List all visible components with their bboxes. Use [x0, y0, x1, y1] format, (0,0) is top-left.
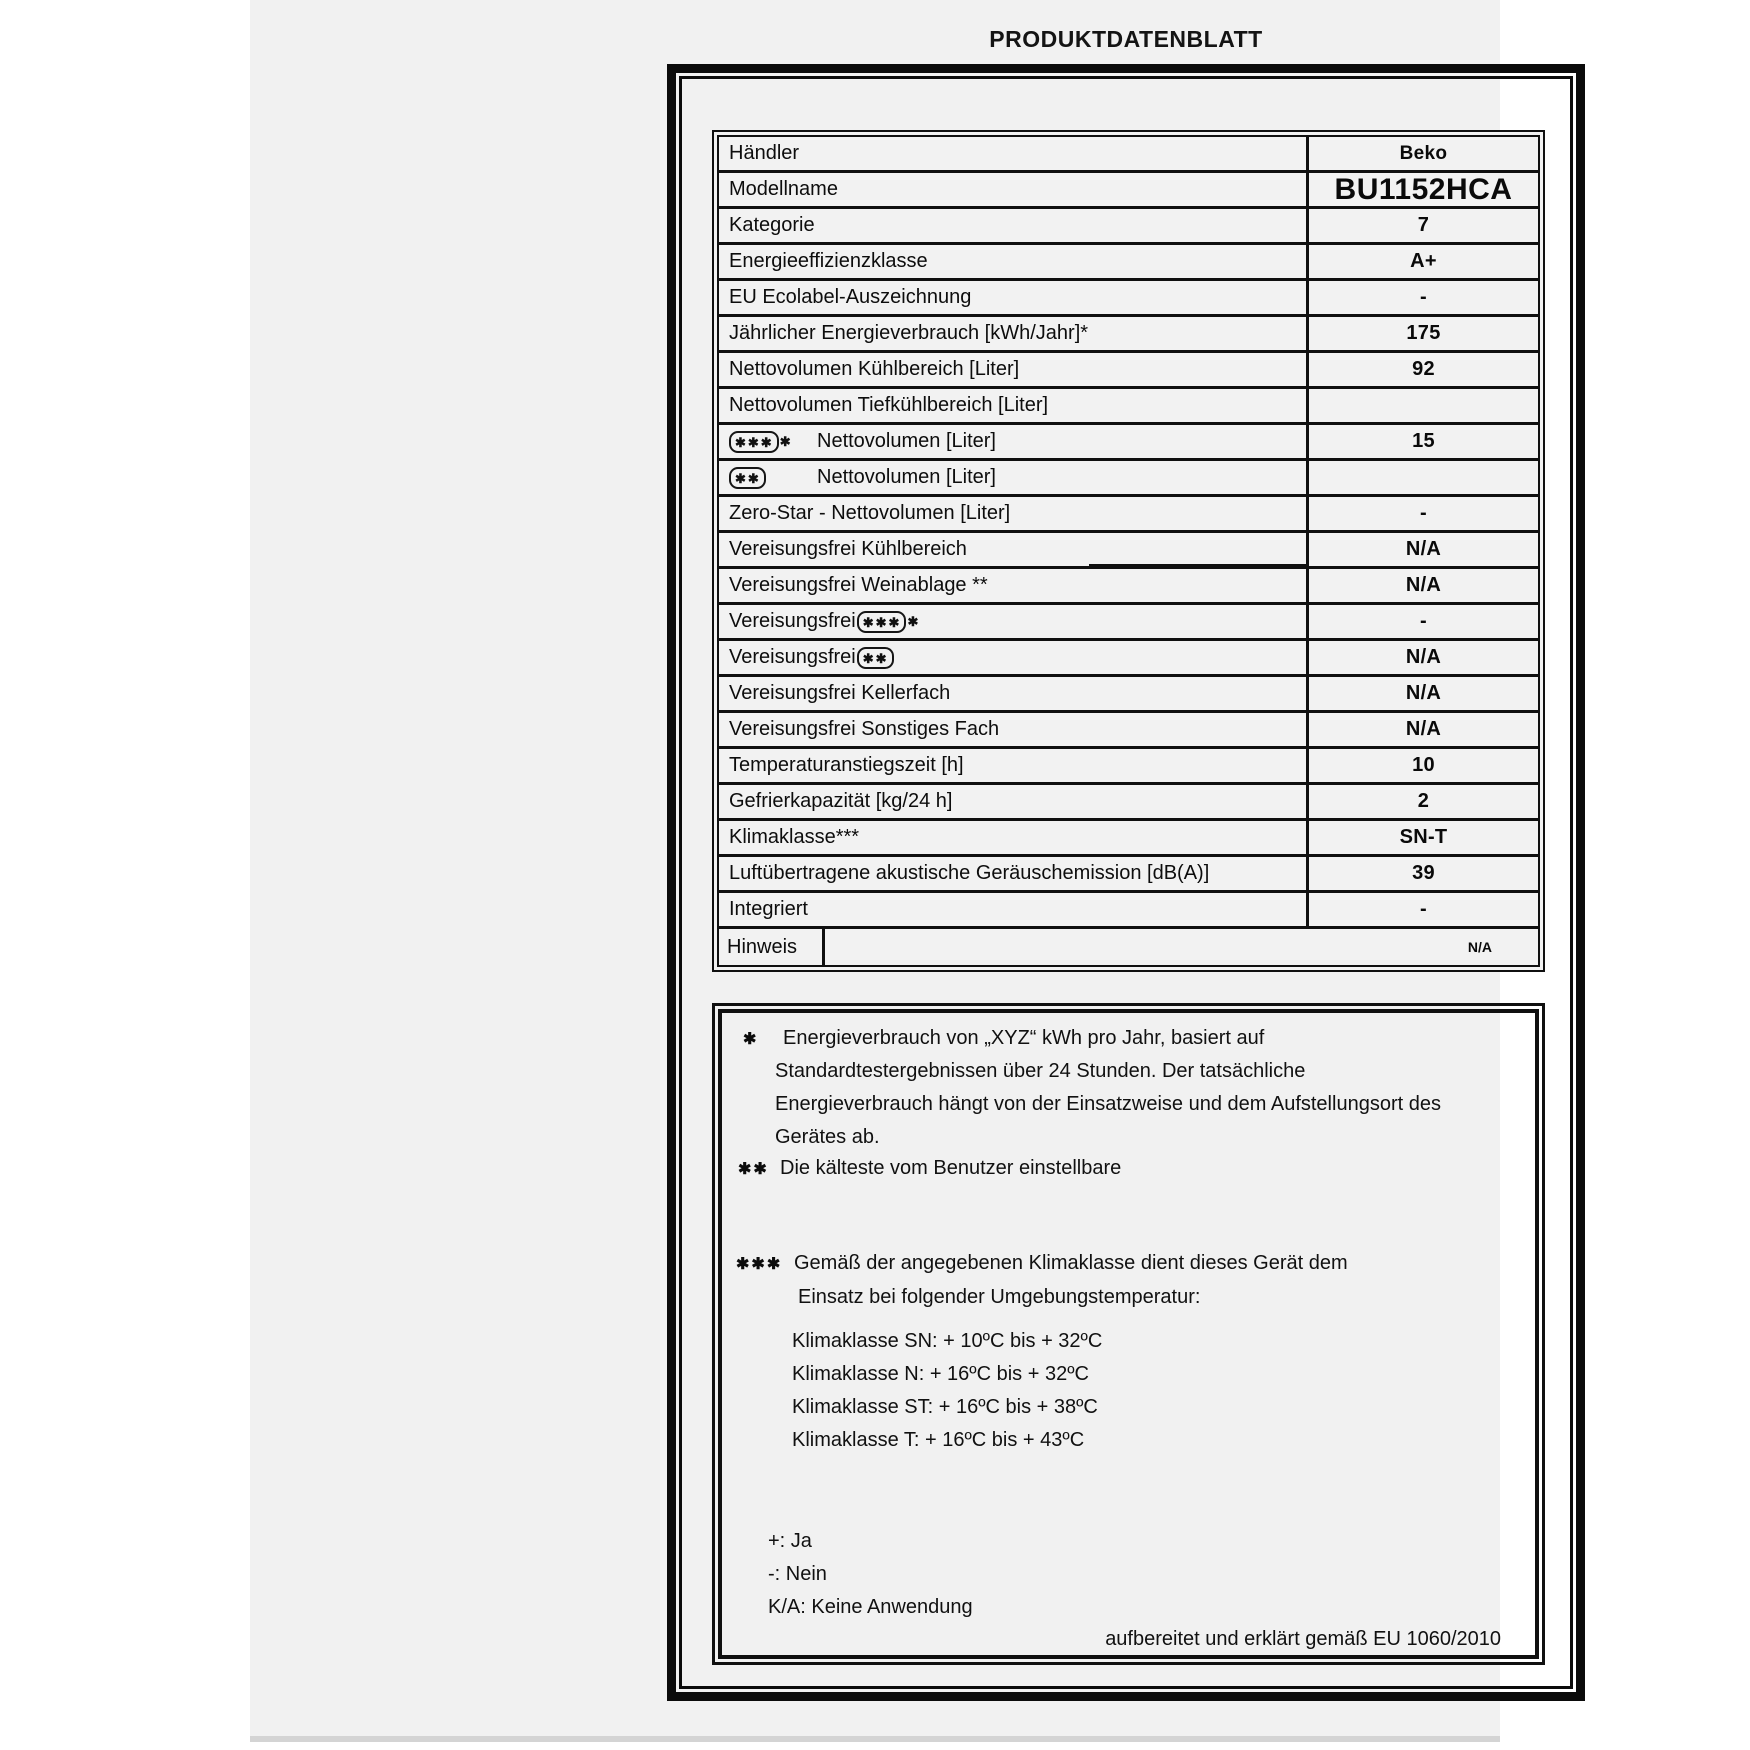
double-asterisk-marker-icon: ✱✱	[738, 1161, 769, 1178]
row-label-text: Nettovolumen [Liter]	[817, 466, 996, 488]
row-value: SN-T	[1399, 826, 1448, 848]
row-label: EU Ecolabel-Auszeichnung	[719, 281, 1309, 314]
legend-na: K/A: Keine Anwendung	[768, 1596, 973, 1618]
asterisk-marker-icon: ✱	[743, 1031, 759, 1048]
page-title: PRODUKTDATENBLATT	[989, 26, 1263, 52]
row-value: 2	[1417, 790, 1430, 812]
row-label	[719, 425, 1309, 458]
row-value: -	[1420, 502, 1427, 524]
footnote-climate-line: Einsatz bei folgender Umgebungstemperatur:	[798, 1286, 1201, 1308]
row-label: Nettovolumen Kühlbereich [Liter]	[719, 353, 1309, 386]
row-label: Zero-Star - Nettovolumen [Liter]	[719, 497, 1309, 530]
row-label: Nettovolumen Tiefkühlbereich [Liter]	[719, 389, 1309, 422]
row-label-text: Vereisungsfrei	[729, 610, 856, 632]
star-icon: ✱	[779, 434, 791, 449]
table-row	[719, 605, 1538, 641]
footnote-coldest-line: Die kälteste vom Benutzer einstellbare	[780, 1157, 1122, 1179]
table-row	[719, 245, 1538, 281]
table-row	[719, 569, 1538, 605]
row-value	[1309, 389, 1538, 422]
footnote-climate-line: Gemäß der angegebenen Klimaklasse dient dieses Gerät dem	[794, 1252, 1348, 1274]
table-row	[719, 893, 1538, 929]
table-row	[719, 461, 1538, 497]
footnotes-body	[718, 1009, 1539, 1659]
row-label: Temperaturanstiegszeit [h]	[719, 749, 1309, 782]
table-row	[719, 821, 1538, 857]
row-value: 175	[1406, 322, 1441, 344]
row-label	[719, 605, 1309, 638]
row-label: Vereisungsfrei Kühlbereich	[719, 533, 1309, 566]
table-row	[719, 317, 1538, 353]
table-row	[719, 857, 1538, 893]
row-label: Kategorie	[719, 209, 1309, 242]
footnotes-box	[712, 1003, 1545, 1665]
table-row	[719, 641, 1538, 677]
row-label	[719, 641, 1309, 674]
row-value: N/A	[1405, 574, 1442, 596]
row-value: 7	[1417, 214, 1430, 236]
table-row	[719, 137, 1538, 173]
row-value: N/A	[1405, 538, 1442, 560]
climate-class-n: Klimaklasse N: + 16ºC bis + 32ºC	[792, 1363, 1089, 1385]
star-icons: ✱✱	[862, 650, 889, 666]
row-label: Modellname	[719, 173, 1309, 206]
row-label: Händler	[719, 137, 1309, 170]
climate-class-st: Klimaklasse ST: + 16ºC bis + 38ºC	[792, 1396, 1098, 1418]
document-page	[250, 0, 1513, 1742]
row-value: 15	[1412, 430, 1435, 452]
table-row	[719, 497, 1538, 533]
row-value: A+	[1410, 250, 1437, 272]
row-value: N/A	[1405, 718, 1442, 740]
row-label: Integriert	[719, 893, 1309, 926]
row-label	[719, 461, 1309, 494]
row-value: 92	[1412, 358, 1435, 380]
row-value: N/A	[1467, 939, 1492, 955]
table-row	[719, 785, 1538, 821]
climate-class-t: Klimaklasse T: + 16ºC bis + 43ºC	[792, 1429, 1085, 1451]
footnote-energy-line: Gerätes ab.	[775, 1126, 880, 1148]
legend-yes: +: Ja	[768, 1530, 812, 1552]
star-icons: ✱✱	[735, 470, 761, 486]
legend-no: -: Nein	[768, 1563, 827, 1585]
row-value: BU1152HCA	[1334, 172, 1513, 206]
row-label: Klimaklasse***	[719, 821, 1309, 854]
table-row	[719, 425, 1538, 461]
row-value: -	[1420, 898, 1427, 920]
table-row	[719, 281, 1538, 317]
climate-class-sn: Klimaklasse SN: + 10ºC bis + 32ºC	[792, 1330, 1103, 1352]
table-row	[719, 209, 1538, 245]
row-value: 10	[1412, 754, 1435, 776]
row-value: Beko	[1399, 142, 1448, 164]
row-label: Energieeffizienzklasse	[719, 245, 1309, 278]
three-star-freezer-icon	[857, 611, 907, 633]
footnote-energy-line: Energieverbrauch von „XYZ“ kWh pro Jahr, basiert auf	[783, 1027, 1265, 1049]
table-row-hinweis	[719, 929, 1538, 965]
row-label: Luftübertragene akustische Geräuschemission [dB(A)]	[719, 857, 1309, 890]
footnote-energy-line: Energieverbrauch hängt von der Einsatzweise und dem Aufstellungsort des	[775, 1093, 1441, 1115]
row-value: -	[1420, 610, 1427, 632]
row-value: -	[1420, 286, 1427, 308]
table-row	[719, 533, 1538, 569]
two-star-freezer-icon	[729, 467, 766, 489]
table-row	[719, 713, 1538, 749]
row-value: N/A	[1405, 682, 1442, 704]
spec-table	[712, 130, 1545, 972]
row-label: Vereisungsfrei Sonstiges Fach	[719, 713, 1309, 746]
row-label-text: Nettovolumen [Liter]	[817, 430, 996, 452]
table-row	[719, 389, 1538, 425]
triple-asterisk-marker-icon: ✱✱✱	[736, 1256, 783, 1273]
table-row	[719, 173, 1538, 209]
footnote-energy-line: Standardtestergebnissen über 24 Stunden. Der tatsächliche	[775, 1060, 1306, 1082]
row-value: N/A	[1405, 646, 1442, 668]
row-label-text: Vereisungsfrei	[729, 646, 856, 668]
row-label: Vereisungsfrei Weinablage **	[719, 569, 1309, 602]
regulation-footer: aufbereitet und erklärt gemäß EU 1060/2010	[1105, 1628, 1501, 1650]
row-label: Gefrierkapazität [kg/24 h]	[719, 785, 1309, 818]
spec-table-body	[717, 135, 1540, 967]
row-label: Jährlicher Energieverbrauch [kWh/Jahr]*	[719, 317, 1309, 350]
row-value	[1309, 461, 1538, 494]
table-row	[719, 749, 1538, 785]
three-star-freezer-icon	[729, 431, 779, 453]
star-icons: ✱✱✱	[862, 614, 902, 630]
two-star-freezer-icon	[857, 647, 894, 669]
table-row	[719, 353, 1538, 389]
row-value: 39	[1412, 862, 1435, 884]
row-label: Hinweis	[719, 929, 825, 965]
star-icon: ✱	[907, 614, 919, 629]
row-label: Vereisungsfrei Kellerfach	[719, 677, 1309, 710]
star-icons: ✱✱✱	[735, 434, 774, 450]
table-row	[719, 677, 1538, 713]
